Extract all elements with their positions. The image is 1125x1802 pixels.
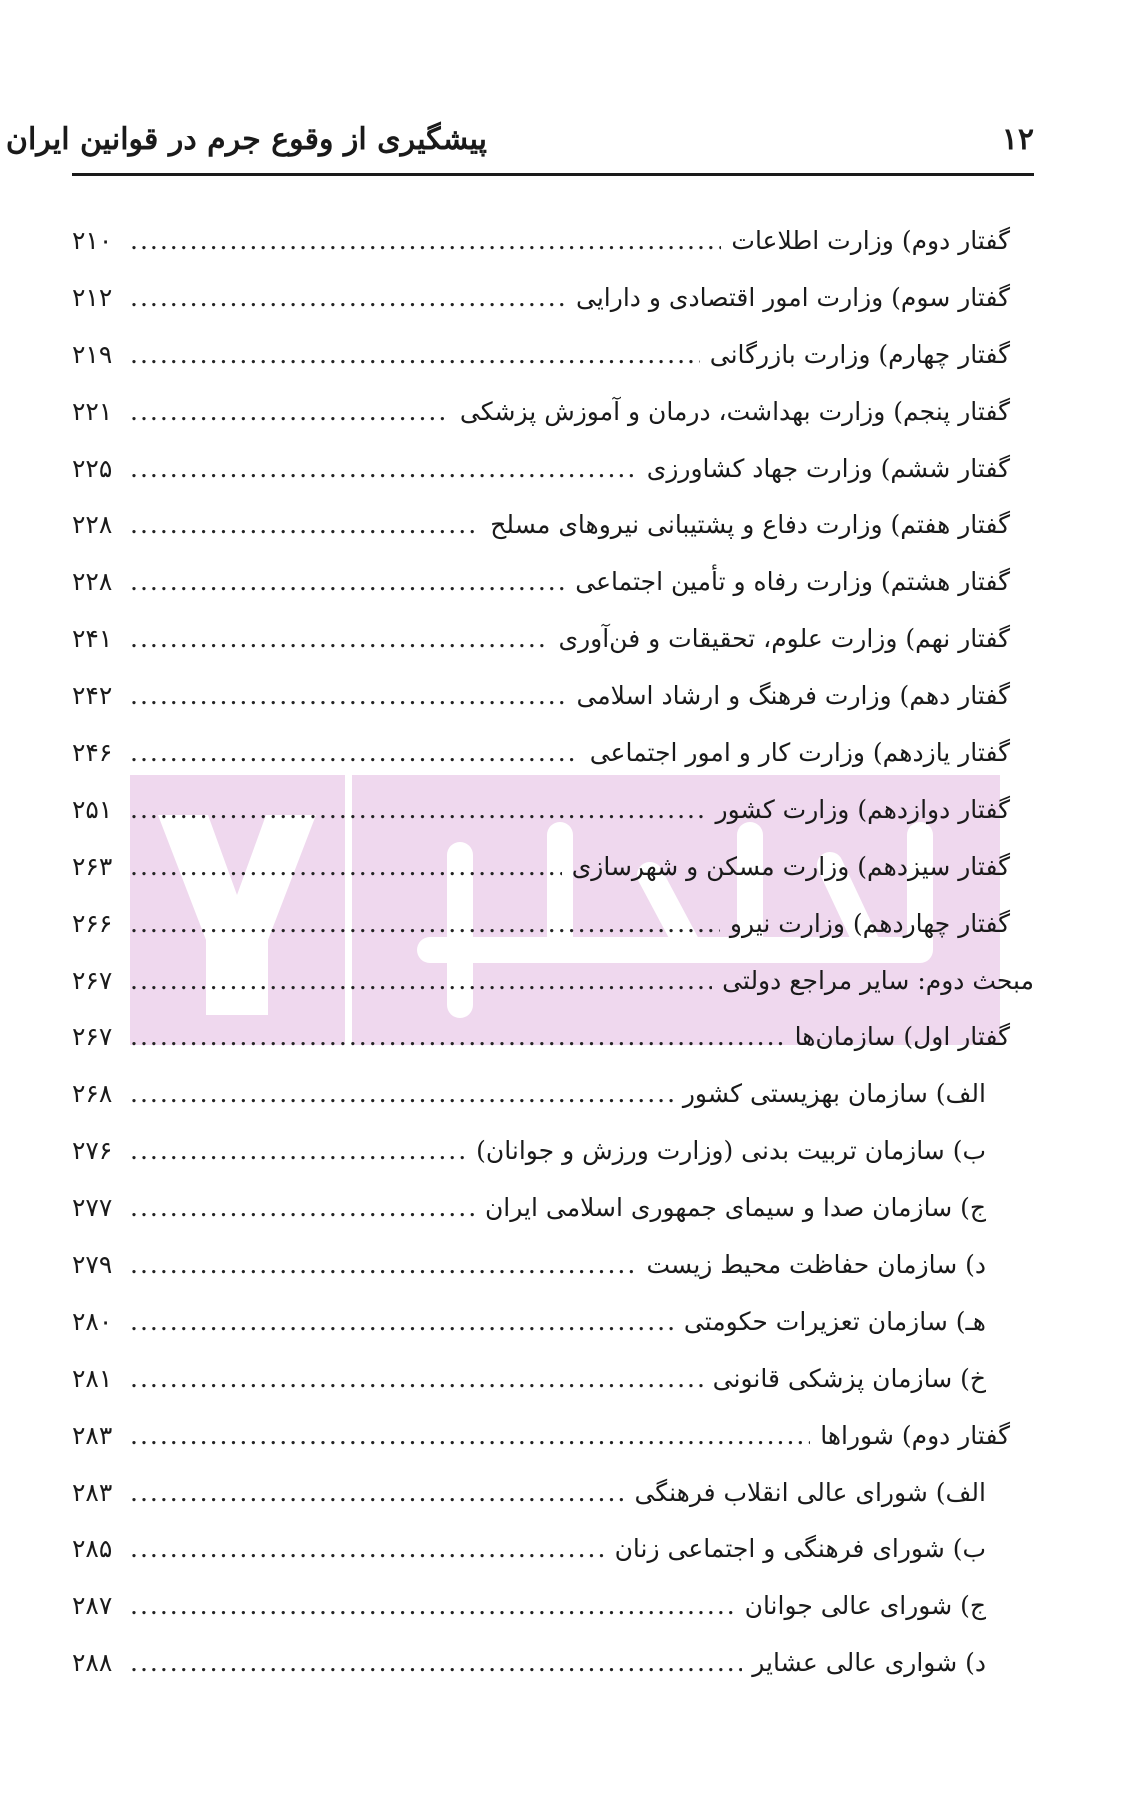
toc-entry-title: گفتار دهم) وزارت فرهنگ و ارشاد اسلامی [576,681,1010,711]
toc-page-number: ۲۱۰ [72,225,113,255]
dot-leader [130,1350,703,1407]
page-number: ۱۲ [1001,122,1034,157]
toc-page-number: ۲۸۷ [72,1591,113,1621]
toc-page-number: ۲۷۷ [72,1193,113,1223]
dot-leader [130,1293,674,1350]
toc-entry[interactable] [72,496,1034,553]
toc-page-number: ۲۴۲ [72,681,113,711]
dot-leader [130,383,450,440]
dot-leader [130,553,565,610]
toc-page-number: ۲۸۱ [72,1363,113,1393]
toc-entry-title: د) سازمان حفاظت محیط زیست [646,1249,986,1279]
toc-entry-title: هـ) سازمان تعزیرات حکومتی [683,1306,986,1336]
dot-leader [130,1520,605,1577]
toc-page-number: ۲۵۱ [72,794,113,824]
dot-leader [130,610,548,667]
dot-leader [130,496,480,553]
dot-leader [130,1236,636,1293]
toc-entry[interactable] [72,1577,1034,1634]
toc-entry-title: الف) سازمان بهزیستی کشور [682,1079,986,1109]
toc-entry-title: گفتار هفتم) وزارت دفاع و پشتیبانی نیروهای مسلح [490,510,1010,540]
toc-entry[interactable] [72,781,1034,838]
toc-page-number: ۲۸۳ [72,1477,113,1507]
toc-entry[interactable] [72,1179,1034,1236]
toc-entry[interactable] [72,667,1034,724]
toc-page-number: ۲۶۳ [72,851,113,881]
toc-entry[interactable] [72,1350,1034,1407]
toc-entry-title: گفتار ششم) وزارت جهاد کشاورزی [646,453,1010,483]
toc-entry[interactable] [72,724,1034,781]
dot-leader [130,838,562,895]
toc-entry[interactable] [72,1236,1034,1293]
toc-entry-title: گفتار دوم) وزارت اطلاعات [731,225,1010,255]
toc-entry[interactable] [72,1065,1034,1122]
table-of-contents [72,212,1034,1691]
toc-entry-title: گفتار دوازدهم) وزارت کشور [715,794,1010,824]
toc-page-number: ۲۸۰ [72,1306,113,1336]
toc-entry[interactable] [72,952,1034,1009]
toc-page-number: ۲۸۵ [72,1534,113,1564]
dot-leader [130,1065,673,1122]
dot-leader [130,440,637,497]
header-rule [72,173,1034,176]
toc-entry-title: گفتار چهاردهم) وزارت نیرو [729,908,1010,938]
dot-leader [130,895,720,952]
toc-entry[interactable] [72,212,1034,269]
toc-entry[interactable] [72,1407,1034,1464]
toc-entry-title: گفتار هشتم) وزارت رفاه و تأمین اجتماعی [575,567,1010,597]
dot-leader [130,212,721,269]
toc-page-number: ۲۸۸ [72,1648,113,1678]
toc-entry-title: د) شوارى عالی عشایر [752,1648,986,1678]
dot-leader [130,1407,810,1464]
toc-entry[interactable] [72,1464,1034,1521]
dot-leader [130,724,580,781]
toc-entry[interactable] [72,610,1034,667]
dot-leader [130,1122,466,1179]
dot-leader [130,269,566,326]
toc-page-number: ۲۱۹ [72,339,113,369]
toc-entry[interactable] [72,895,1034,952]
toc-page-number: ۲۶۶ [72,908,113,938]
dot-leader [130,326,700,383]
toc-entry[interactable] [72,1293,1034,1350]
toc-entry-title: ب) شورای فرهنگی و اجتماعی زنان [614,1534,986,1564]
toc-page-number: ۲۶۷ [72,1022,113,1052]
dot-leader [130,952,712,1009]
dot-leader [130,1008,785,1065]
toc-entry-title: مبحث دوم: سایر مراجع دولتی [722,965,1034,995]
toc-entry[interactable] [72,440,1034,497]
toc-entry-title: ج) سازمان صدا و سیمای جمهوری اسلامی ایران [484,1193,986,1223]
toc-page-number: ۲۷۹ [72,1249,113,1279]
toc-entry[interactable] [72,326,1034,383]
dot-leader [130,1179,475,1236]
toc-entry-title: گفتار یازدهم) وزارت کار و امور اجتماعی [589,737,1010,767]
toc-entry[interactable] [72,1520,1034,1577]
dot-leader [130,1577,735,1634]
toc-page-number: ۲۶۸ [72,1079,113,1109]
toc-entry-title: گفتار چهارم) وزارت بازرگانی [709,339,1010,369]
toc-page-number: ۲۸۳ [72,1420,113,1450]
toc-entry[interactable] [72,1634,1034,1691]
toc-entry[interactable] [72,838,1034,895]
toc-entry-title: الف) شورای عالی انقلاب فرهنگی [634,1477,986,1507]
toc-page-number: ۲۴۶ [72,737,113,767]
toc-entry[interactable] [72,1008,1034,1065]
dot-leader [130,1464,624,1521]
toc-page-number: ۲۲۵ [72,453,113,483]
dot-leader [130,667,566,724]
toc-entry-title: ج) شورای عالی جوانان [744,1591,986,1621]
toc-entry-title: گفتار پنجم) وزارت بهداشت، درمان و آموزش پزشکی [459,396,1010,426]
toc-entry[interactable] [72,383,1034,440]
toc-entry-title: گفتار سیزدهم) وزارت مسکن و شهرسازی [571,851,1010,881]
toc-page-number: ۲۶۷ [72,965,113,995]
toc-entry-title: گفتار نهم) وزارت علوم، تحقیقات و فن‌آوری [558,624,1010,654]
toc-entry-title: گفتار دوم) شوراها [820,1420,1010,1450]
running-title: پیشگیری از وقوع جرم در قوانین ایران [5,122,487,157]
dot-leader [130,1634,742,1691]
toc-entry[interactable] [72,553,1034,610]
toc-page-number: ۲۱۲ [72,282,113,312]
toc-entry[interactable] [72,1122,1034,1179]
toc-page-number: ۲۲۱ [72,396,113,426]
toc-entry[interactable] [72,269,1034,326]
toc-entry-title: گفتار اول) سازمان‌ها [794,1022,1010,1052]
toc-entry-title: گفتار سوم) وزارت امور اقتصادی و دارایی [576,282,1010,312]
toc-page-number: ۲۲۸ [72,510,113,540]
toc-page-number: ۲۴۱ [72,624,113,654]
toc-page-number: ۲۲۸ [72,567,113,597]
dot-leader [130,781,706,838]
toc-entry-title: ب) سازمان تربیت بدنی (وزارت ورزش و جوانان) [476,1136,986,1166]
toc-page-number: ۲۷۶ [72,1136,113,1166]
toc-entry-title: خ) سازمان پزشکی قانونی [712,1363,986,1393]
